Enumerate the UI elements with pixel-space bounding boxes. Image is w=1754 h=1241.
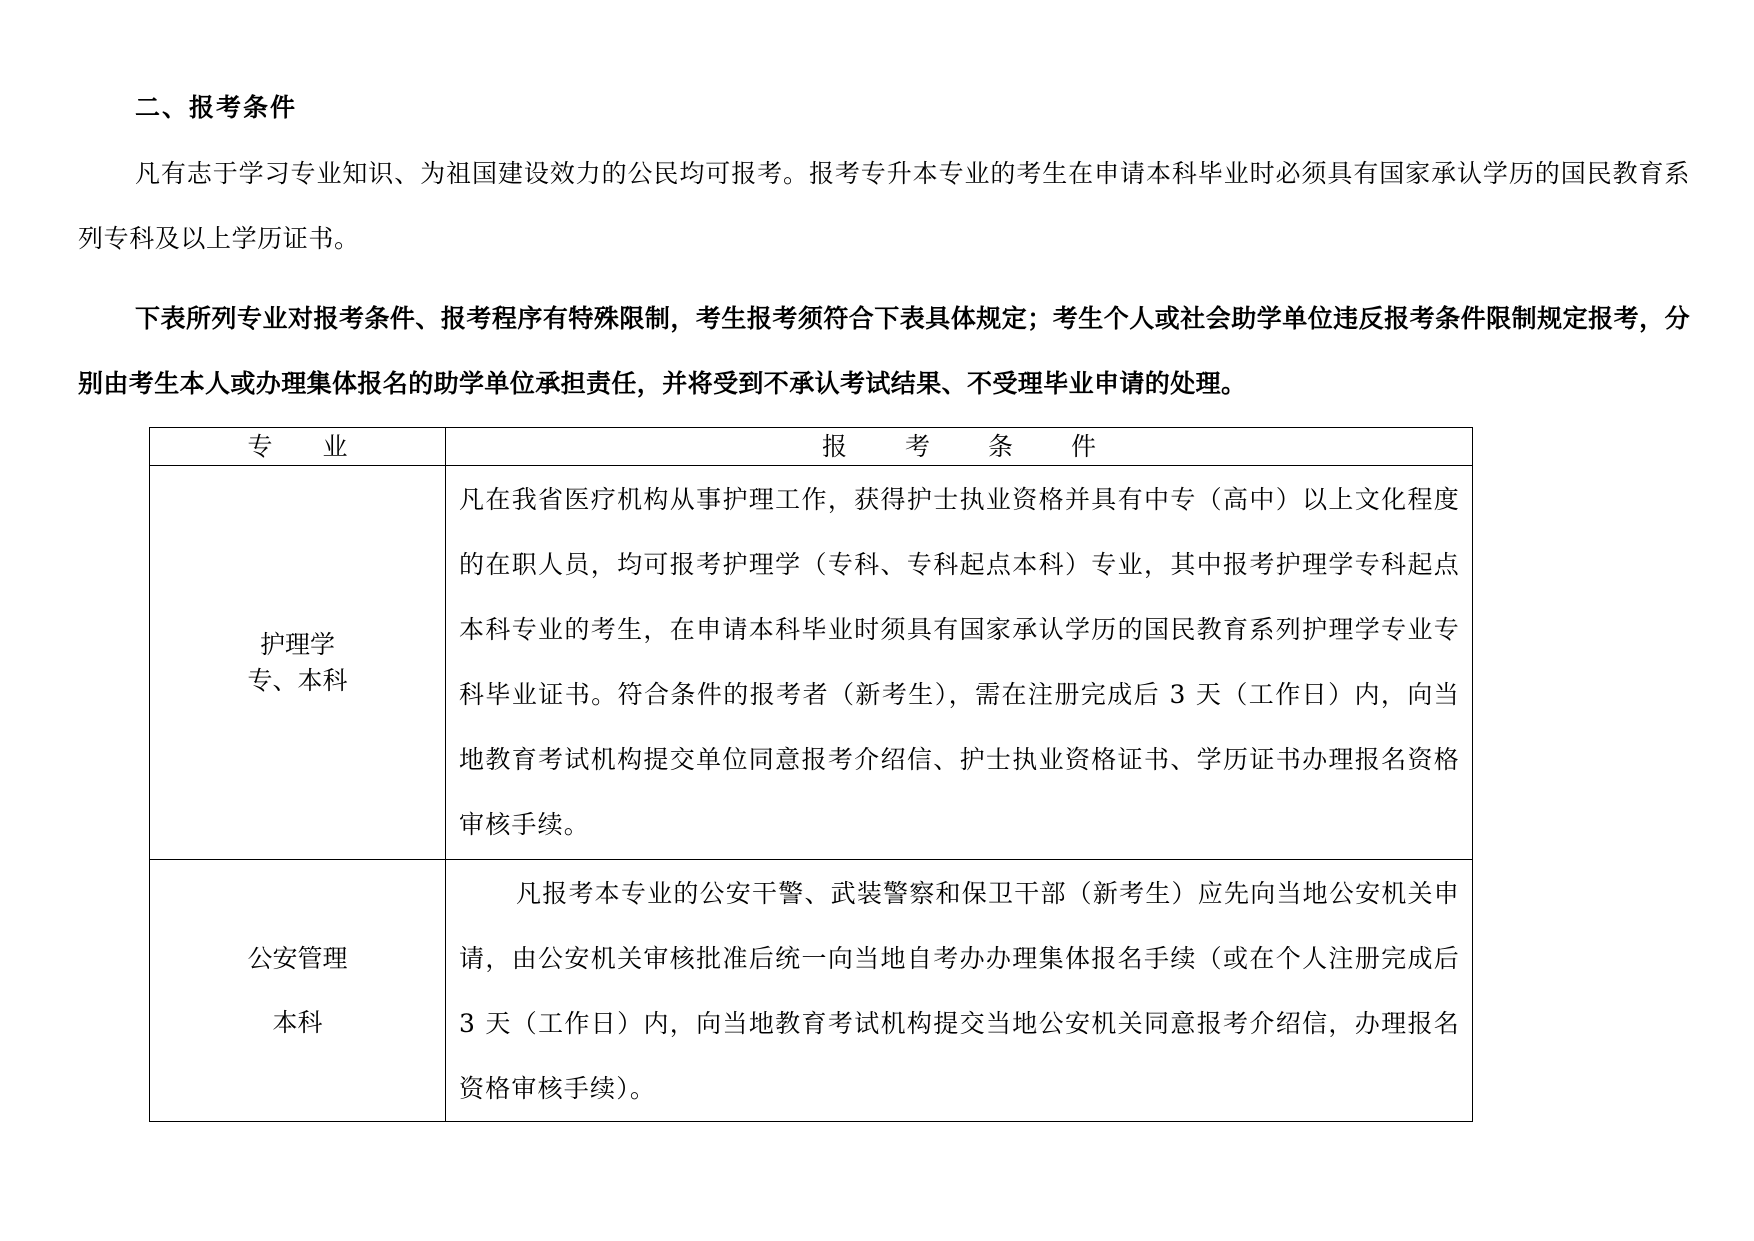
major-level: 本科 [272, 1007, 323, 1037]
major-cell-nursing [150, 466, 446, 860]
major-level: 专、本科 [247, 665, 348, 695]
conditions-cell-nursing: 凡在我省医疗机构从事护理工作，获得护士执业资格并具有中专（高中）以上文化程度的在职人员，均可报考护理学（专科、专科起点本科）专业，其中报考护理学专科起点本科专业的考生，在申请本科毕业时须具有国家承认学历的国民教育系列护理学专业专科毕业证书。符合条件的报考者（新考生），需在注册完成后 3 天（工作日）内，向当地教育考试机构提交单位同意报考介绍信、护士执业资格证书、学历证书办理报名资格审核手续。 [446, 466, 1473, 860]
major-name: 公安管理 [247, 943, 348, 973]
requirements-table [149, 427, 1473, 1122]
notice-paragraph: 下表所列专业对报考条件、报考程序有特殊限制，考生报考须符合下表具体规定；考生个人或社会助学单位违反报考条件限制规定报考，分别由考生本人或办理集体报名的助学单位承担责任，并将受到不承认考试结果、不受理毕业申请的处理。 [78, 304, 1690, 398]
table-row [150, 860, 1473, 1122]
major-cell-public-security [150, 860, 446, 1122]
header-conditions: 报考条件 [446, 428, 1473, 466]
intro-paragraph: 凡有志于学习专业知识、为祖国建设效力的公民均可报考。报考专升本专业的考生在申请本科毕业时必须具有国家承认学历的国民教育系列专科及以上学历证书。 [78, 159, 1690, 253]
header-major: 专业 [150, 428, 446, 466]
section-heading: 二、报考条件 [135, 93, 298, 122]
table-row [150, 466, 1473, 860]
major-name: 护理学 [259, 629, 335, 659]
table-header-row [150, 428, 1473, 466]
conditions-cell-public-security: 凡报考本专业的公安干警、武装警察和保卫干部（新考生）应先向当地公安机关申请，由公安机关审核批准后统一向当地自考办办理集体报名手续（或在个人注册完成后 3 天（工作日）内，向当地教育考试机构提交当地公安机关同意报考介绍信，办理报名资格审核手续）。 [446, 860, 1473, 1122]
